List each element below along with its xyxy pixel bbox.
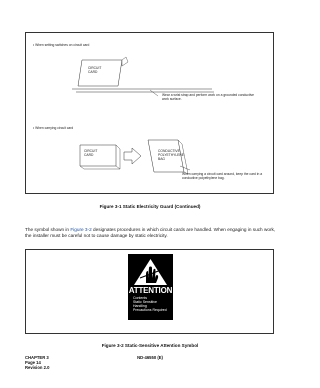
conductive-bag-label: CONDUCTIVE POLYETHYLENE BAG (158, 149, 184, 161)
document-number: ND-46550 (E) (137, 355, 163, 360)
attention-title: ATTENTION (128, 286, 173, 295)
page-number: Page 14 (25, 360, 41, 366)
circuit-card-label: CIRCUIT CARD (88, 66, 102, 74)
attention-symbol (128, 254, 173, 320)
figure-3-2-link[interactable]: Figure 3-2 (70, 227, 92, 232)
wrist-strap-note: Wear a wrist strap and perform work on a grounded conductive work surface. (162, 93, 254, 101)
carrying-card-bullet: • When carrying circuit card (33, 126, 74, 130)
carrying-note: When carrying a circuit card around, keep the card in a conductive polyethylene bag. (182, 172, 263, 180)
figure-3-2-caption: Figure 3-2 Static-Sensitive Attention Symbol (101, 343, 199, 348)
body-paragraph: The symbol shown in Figure 3-2 designates procedures in which circuit cards are handled. When engaging in such work, the installer must be careful not to cause damage by static electricity. (25, 227, 276, 239)
setting-switches-bullet: • When setting switches on circuit card (33, 43, 90, 47)
revision-label: Revision 2.0 (25, 365, 50, 371)
attention-text: Contents Static Sensitive Handling Precautions Required (133, 296, 167, 312)
figure-3-1-caption: Figure 3-1 Static Electricity Guard (Continued) (99, 204, 201, 209)
circuit-card-label-2: CIRCUIT CARD (84, 149, 98, 157)
chapter-label: CHAPTER 3 (25, 355, 49, 360)
